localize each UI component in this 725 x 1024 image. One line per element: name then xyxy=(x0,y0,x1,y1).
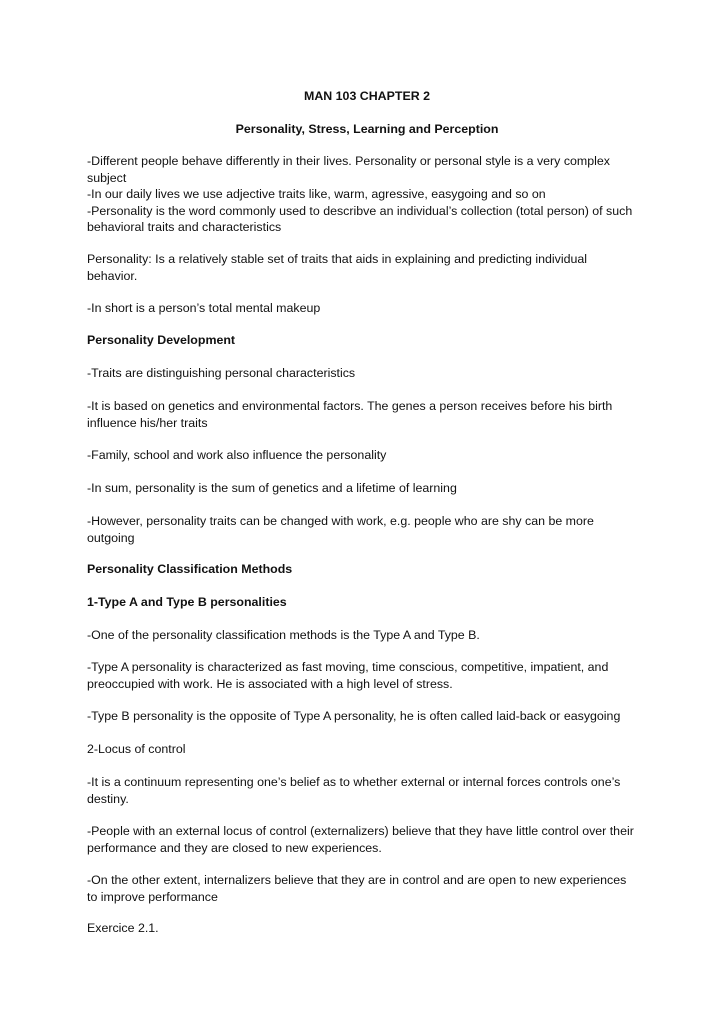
text-line: preoccupied with work. He is associated with a high level of stress. xyxy=(87,676,453,691)
text-line: -Personality is the word commonly used to describve an individual’s collection (total person) of such xyxy=(87,203,633,218)
text-line: -However, personality traits can be changed with work, e.g. people who are shy can be more xyxy=(87,514,594,528)
text-line: subject xyxy=(87,170,127,185)
text-line: -In our daily lives we use adjective traits like, warm, agressive, easygoing and so on xyxy=(87,187,546,201)
development-paragraph-2 xyxy=(87,398,647,431)
definition-paragraph xyxy=(87,251,647,284)
locus-paragraph-1 xyxy=(87,774,647,807)
development-paragraph-4: -In sum, personality is the sum of genetics and a lifetime of learning xyxy=(87,481,457,495)
page-title: MAN 103 CHAPTER 2 xyxy=(304,89,430,103)
type-paragraph-3: -Type B personality is the opposite of Type A personality, he is often called laid-back or easygoing xyxy=(87,709,621,723)
development-paragraph-5 xyxy=(87,513,647,546)
text-line: -Different people behave differently in their lives. Personality or personal style is a very complex xyxy=(87,154,610,168)
text-line: to improve performance xyxy=(87,889,218,904)
text-line: -People with an external locus of control (externalizers) believe that they have little control over their xyxy=(87,824,634,838)
text-line: -It is a continuum representing one’s belief as to whether external or internal forces controls one’s xyxy=(87,775,621,789)
text-line: -On the other extent, internalizers believe that they are in control and are open to new experiences xyxy=(87,873,627,887)
text-line: performance and they are closed to new experiences. xyxy=(87,840,382,855)
exercise-label: Exercice 2.1. xyxy=(87,921,159,935)
in-short-paragraph: -In short is a person’s total mental makeup xyxy=(87,301,321,315)
text-line: behavioral traits and characteristics xyxy=(87,220,282,234)
intro-paragraph xyxy=(87,153,647,236)
text-line: influence his/her traits xyxy=(87,415,208,430)
text-line: behavior. xyxy=(87,268,138,283)
heading-classification-methods: Personality Classification Methods xyxy=(87,562,293,576)
text-line: destiny. xyxy=(87,791,129,806)
locus-paragraph-3 xyxy=(87,872,647,905)
type-paragraph-1: -One of the personality classification methods is the Type A and Type B. xyxy=(87,628,480,642)
development-paragraph-3: -Family, school and work also influence the personality xyxy=(87,448,387,462)
heading-type-a-b: 1-Type A and Type B personalities xyxy=(87,595,287,609)
text-line: -Type A personality is characterized as fast moving, time conscious, competitive, impatient, and xyxy=(87,660,609,674)
heading-locus-of-control: 2-Locus of control xyxy=(87,742,186,756)
text-line: outgoing xyxy=(87,530,135,545)
development-paragraph-1: -Traits are distinguishing personal characteristics xyxy=(87,366,356,380)
page-subtitle: Personality, Stress, Learning and Perception xyxy=(235,122,499,136)
heading-personality-development: Personality Development xyxy=(87,333,236,347)
text-line: -It is based on genetics and environmental factors. The genes a person receives before his birth xyxy=(87,399,613,413)
type-paragraph-2 xyxy=(87,659,647,692)
text-line: Personality: Is a relatively stable set of traits that aids in explaining and predicting individual xyxy=(87,252,588,266)
locus-paragraph-2 xyxy=(87,823,647,856)
